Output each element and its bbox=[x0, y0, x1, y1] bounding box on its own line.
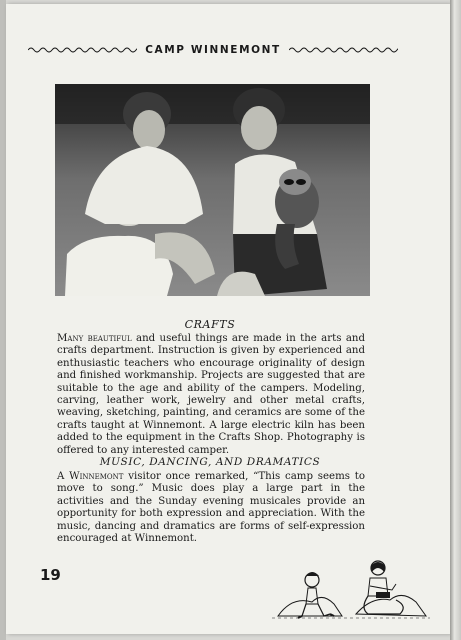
campers-sketch-illustration bbox=[272, 556, 430, 624]
header-ornament-right bbox=[289, 46, 398, 54]
campers-with-raccoon-photo bbox=[55, 84, 370, 296]
header-title: CAMP WINNEMONT bbox=[145, 44, 281, 56]
page-fore-edge bbox=[450, 0, 461, 640]
crafts-body: and useful things are made in the arts and crafts department. Instruction is given by experienced and enthusiastic teachers who encourage originality of design and finished workmanship. Projects are suggested that are suitable to the age and ability of the campers. Modeling, carving, leather work, jewelry and other metal crafts, weaving, sketching, painting, and ceramics are some of the crafts taught at Winnemont. A large electric kiln has been added to the equipment in the Crafts Shop. Photography is offered to any interested camper. bbox=[57, 333, 365, 456]
running-header bbox=[28, 44, 398, 56]
crafts-heading: CRAFTS bbox=[184, 318, 236, 331]
crafts-paragraph bbox=[57, 333, 365, 457]
crafts-lead-in: Many beautiful bbox=[57, 333, 132, 344]
music-paragraph bbox=[57, 471, 365, 545]
page-number: 19 bbox=[40, 566, 61, 584]
music-heading: MUSIC, DANCING, AND DRAMATICS bbox=[99, 456, 321, 468]
music-body: visitor once remarked, “This camp seems to move to song.” Music does play a large part in the activities and the Sunday evening musicales provide an opportunity for both expression and appreciation. With the music, dancing and dramatics are forms of self-expression encouraged at Winnemont. bbox=[57, 471, 365, 545]
music-lead-in: A Winnemont bbox=[57, 471, 124, 482]
header-ornament-left bbox=[28, 46, 137, 54]
